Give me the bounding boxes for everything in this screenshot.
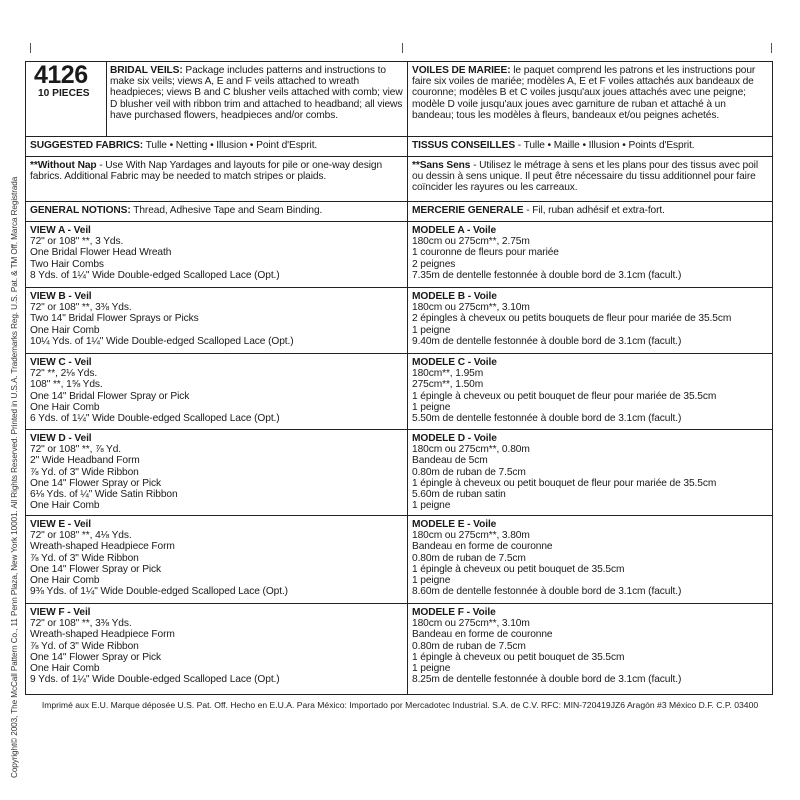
view-line: 0.80m de ruban de 7.5cm: [412, 640, 526, 652]
view-d-row: [26, 430, 772, 516]
description-en-title: BRIDAL VEILS:: [110, 65, 183, 76]
view-line: 10¼ Yds. of 1¼" Wide Double-edged Scalloped Lace (Opt.): [30, 335, 294, 347]
view-title: MODELE F - Voile: [412, 607, 496, 618]
view-line: 5.50m de dentelle festonnée à double bord de 3.1cm (facult.): [412, 413, 682, 425]
view-line: 72" or 108" **, 3⅜ Yds.: [30, 302, 132, 314]
view-line: 9⅜ Yds. of 1¼" Wide Double-edged Scalloped Lace (Opt.): [30, 586, 288, 598]
view-e-fr: [412, 519, 769, 597]
view-line: 72" or 108" **, 3⅜ Yds.: [30, 618, 132, 630]
view-line: ⅞ Yd. of 3" Wide Ribbon: [30, 640, 139, 652]
view-line: 72" or 108" **, 4⅛ Yds.: [30, 530, 132, 542]
nap-fr-text: - Utilisez le métrage à sens et les plans pour des tissus avec poil ou dessin à sens unique. Il peut être nécessaire du tissu additionnel pour faire coïncider les rayures ou les carreaux.: [412, 160, 759, 194]
view-line: 72" or 108" **, ⅞ Yd.: [30, 444, 122, 456]
view-line: 1 peigne: [412, 575, 451, 587]
view-line: 8 Yds. of 1¼" Wide Double-edged Scalloped Lace (Opt.): [30, 269, 280, 281]
view-line: One 14" Flower Spray or Pick: [30, 563, 162, 575]
view-line: 1 couronne de fleurs pour mariée: [412, 247, 559, 259]
description-fr: [412, 65, 769, 121]
pattern-number: 4126: [34, 61, 88, 89]
view-line: 1 épingle à cheveux ou petit bouquet de 35.5cm: [412, 563, 625, 575]
header-right: [407, 62, 772, 136]
view-line: One 14" Bridal Flower Spray or Pick: [30, 390, 190, 402]
fabrics-fr-title: TISSUS CONSEILLES: [412, 140, 516, 151]
view-title: MODELE E - Voile: [412, 519, 497, 530]
view-title: MODELE B - Voile: [412, 291, 497, 302]
view-line: 8.25m de dentelle festonnée à double bord de 3.1cm (facult.): [412, 674, 682, 686]
view-title: VIEW B - Veil: [30, 291, 92, 302]
view-title: MODELE D - Voile: [412, 433, 497, 444]
nap-fr: [412, 160, 769, 194]
view-line: 180cm**, 1.95m: [412, 368, 484, 380]
view-c-en: [30, 357, 404, 424]
view-line: 2 peignes: [412, 258, 456, 270]
view-title: VIEW A - Veil: [30, 225, 91, 236]
view-line: 108" **, 1⅝ Yds.: [30, 379, 103, 391]
view-f-en: [30, 607, 404, 685]
view-d-fr: [412, 433, 769, 511]
view-line: One Hair Comb: [30, 324, 100, 336]
view-line: Bandeau de 5cm: [412, 455, 488, 467]
view-line: 1 épingle à cheveux ou petit bouquet de fleur pour mariée de 35.5cm: [412, 477, 717, 489]
view-line: One Bridal Flower Head Wreath: [30, 247, 172, 259]
notions-fr-title: MERCERIE GENERALE: [412, 205, 524, 216]
view-line: Two 14" Bridal Flower Sprays or Picks: [30, 313, 199, 325]
nap-row: [26, 157, 772, 202]
view-e-en: [30, 519, 404, 597]
view-a-fr: [412, 225, 769, 281]
fabrics-fr: [412, 140, 769, 151]
view-line: 1 peigne: [412, 401, 451, 413]
view-line: One 14" Flower Spray or Pick: [30, 477, 162, 489]
view-line: 72" or 108" **, 3 Yds.: [30, 236, 124, 248]
view-line: 1 épingle à cheveux ou petit bouquet de fleur pour mariée de 35.5cm: [412, 390, 717, 402]
view-line: One Hair Comb: [30, 500, 100, 512]
fabrics-en: [30, 140, 404, 151]
view-line: Bandeau en forme de couronne: [412, 629, 553, 641]
notions-fr: [412, 205, 769, 216]
view-d-en: [30, 433, 404, 511]
view-line: 5.60m de ruban satin: [412, 489, 506, 501]
view-line: One Hair Comb: [30, 575, 100, 587]
header-divider: [106, 62, 107, 136]
notions-fr-text: - Fil, ruban adhésif et extra-fort.: [523, 205, 665, 216]
view-line: One Hair Comb: [30, 663, 100, 675]
view-f-row: [26, 604, 772, 694]
notions-en: [30, 205, 404, 216]
view-line: 7.35m de dentelle festonnée à double bord de 3.1cm (facult.): [412, 269, 682, 281]
notions-row: [26, 202, 772, 222]
fabrics-en-text: Tulle • Netting • Illusion • Point d'Esprit.: [143, 140, 318, 151]
view-b-fr: [412, 291, 769, 347]
view-title: VIEW C - Veil: [30, 357, 92, 368]
view-line: 6⅛ Yds. of ¼" Wide Satin Ribbon: [30, 489, 178, 501]
view-e-row: [26, 516, 772, 604]
copyright-text: Copyright© 2003, The McCall Pattern Co., 11 Penn Plaza, New York 10001. All Rights Reserved. Printed in U.S.A. Trademarks Reg. U.S. Pat. & TM Off. Marca Registrada: [10, 176, 19, 778]
sheet-top-edge-mark: [30, 43, 49, 53]
view-title: VIEW E - Veil: [30, 519, 91, 530]
view-title: MODELE A - Voile: [412, 225, 497, 236]
nap-en: [30, 160, 404, 182]
sheet-top-edge-mark: [402, 43, 403, 53]
description-en-text: Package includes patterns and instructions to make six veils; views A, E and F veils attached to wreath headpieces; views B and C blusher veils attached with comb; view D blusher veil with ribbon trim and attached to headband; all views have purchased flowers, headpieces and/or combs.: [110, 65, 403, 121]
header-row: [26, 62, 772, 137]
view-line: 1 peigne: [412, 500, 451, 512]
fabrics-fr-text: - Tulle • Maille • Illusion • Points d'Esprit.: [515, 140, 695, 151]
sheet-top-edge-mark: [771, 43, 772, 53]
view-line: 180cm ou 275cm**, 0.80m: [412, 444, 530, 456]
view-a-row: [26, 222, 772, 288]
view-line: ⅞ Yd. of 3" Wide Ribbon: [30, 552, 139, 564]
view-line: 9 Yds. of 1¼" Wide Double-edged Scalloped Lace (Opt.): [30, 674, 280, 686]
view-line: 6 Yds. of 1¼" Wide Double-edged Scalloped Lace (Opt.): [30, 413, 280, 425]
view-line: 0.80m de ruban de 7.5cm: [412, 552, 526, 564]
view-line: 1 peigne: [412, 663, 451, 675]
import-footer: Imprimé aux E.U. Marque déposée U.S. Pat. Off. Hecho en E.U.A. Para México: Importado por Mercadotec Industrial. S.A. de C.V. RFC: MIN-720419JZ6 Aragón #3 México D.F. C.P. 03400: [41, 700, 759, 710]
description-fr-title: VOILES DE MARIEE:: [412, 65, 511, 76]
fabrics-en-title: SUGGESTED FABRICS:: [30, 140, 144, 151]
view-line: Two Hair Combs: [30, 258, 104, 270]
view-line: 8.60m de dentelle festonnée à double bord de 3.1cm (facult.): [412, 586, 682, 598]
view-title: VIEW D - Veil: [30, 433, 92, 444]
view-line: 180cm ou 275cm**, 2.75m: [412, 236, 530, 248]
view-title: VIEW F - Veil: [30, 607, 91, 618]
nap-en-title: **Without Nap: [30, 160, 97, 171]
notions-en-title: GENERAL NOTIONS:: [30, 205, 131, 216]
view-line: Wreath-shaped Headpiece Form: [30, 541, 175, 553]
description-en: [110, 65, 404, 121]
view-title: MODELE C - Voile: [412, 357, 497, 368]
view-line: Wreath-shaped Headpiece Form: [30, 629, 175, 641]
copyright-sidebar: [0, 0, 20, 800]
fabrics-row: [26, 137, 772, 157]
view-b-en: [30, 291, 404, 347]
nap-en-text: - Use With Nap Yardages and layouts for pile or one-way design fabrics. Additional Fabric may be needed to match stripes or plaids.: [30, 160, 383, 183]
view-a-en: [30, 225, 404, 281]
pieces-count: 10 PIECES: [38, 88, 90, 99]
view-line: 2" Wide Headband Form: [30, 455, 140, 467]
view-line: 2 épingles à cheveux ou petits bouquets de fleur pour mariée de 35.5cm: [412, 313, 732, 325]
view-line: 180cm ou 275cm**, 3.10m: [412, 302, 530, 314]
view-line: 180cm ou 275cm**, 3.80m: [412, 530, 530, 542]
view-line: Bandeau en forme de couronne: [412, 541, 553, 553]
header-left: [26, 62, 407, 136]
view-line: 0.80m de ruban de 7.5cm: [412, 466, 526, 478]
pattern-envelope-back: [25, 61, 773, 695]
description-fr-text: le paquet comprend les patrons et les instructions pour faire six voiles de mariée; modèles A, E et F voiles attachés aux bandeaux de couronne; modèles B et C voiles jusqu'aux joues attachés avec une peigne; modèle D voile jusqu'aux joues avec garniture de ruban et attaché à un bandeau; tous les modèles à fleurs, bandeaux et/ou peignes achetés.: [412, 65, 756, 121]
notions-en-text: Thread, Adhesive Tape and Seam Binding.: [130, 205, 323, 216]
view-line: 275cm**, 1.50m: [412, 379, 484, 391]
view-c-row: [26, 354, 772, 430]
view-line: 9.40m de dentelle festonnée à double bord de 3.1cm (facult.): [412, 335, 682, 347]
view-line: 1 peigne: [412, 324, 451, 336]
view-b-row: [26, 288, 772, 354]
view-line: ⅞ Yd. of 3" Wide Ribbon: [30, 466, 139, 478]
view-f-fr: [412, 607, 769, 685]
view-c-fr: [412, 357, 769, 424]
view-line: 180cm ou 275cm**, 3.10m: [412, 618, 530, 630]
view-line: 72" **, 2⅛ Yds.: [30, 368, 98, 380]
view-line: 1 épingle à cheveux ou petit bouquet de 35.5cm: [412, 651, 625, 663]
view-line: One 14" Flower Spray or Pick: [30, 651, 162, 663]
view-line: One Hair Comb: [30, 401, 100, 413]
nap-fr-title: **Sans Sens: [412, 160, 471, 171]
